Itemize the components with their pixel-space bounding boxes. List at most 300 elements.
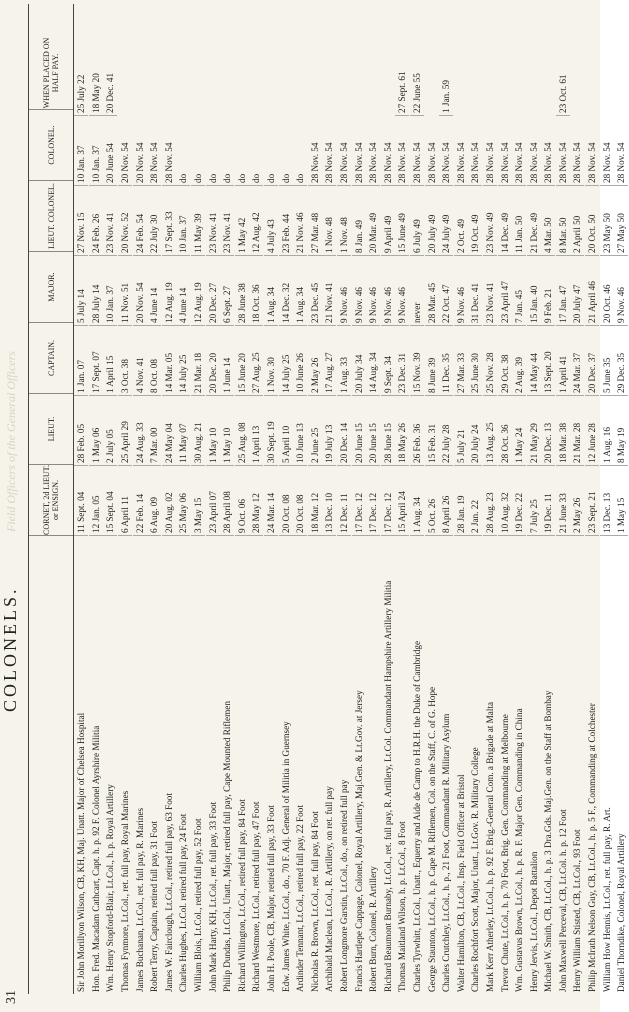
lieut-cell: 1 May 06	[89, 396, 103, 466]
lieut-cell: 20 Dec. 14	[337, 396, 351, 466]
table-row	[439, 4, 454, 994]
captain-cell: 2 Aug. 39	[512, 326, 526, 396]
ltcol-cell: 24 Feb. 26	[89, 186, 103, 256]
page-title: COLONELS.	[0, 586, 20, 712]
captain-cell: 1 June 14	[220, 326, 234, 396]
captain-cell: 27 Aug. 25	[249, 326, 263, 396]
cornet-cell: 28 April 08	[220, 466, 234, 536]
lieut-cell: 10 June 13	[293, 396, 307, 466]
table-row	[89, 4, 104, 994]
cornet-cell: 18 Mar. 12	[308, 466, 322, 536]
name-cell: Robert Burn, Colonel, R. Artillery	[368, 866, 379, 992]
major-cell: 22 Oct. 47	[439, 256, 453, 326]
ltcol-cell: 4 July 43	[264, 186, 278, 256]
ltcol-cell: 20 July 49	[425, 186, 439, 256]
table-row	[526, 4, 541, 994]
ltcol-cell: 23 Nov. 41	[103, 186, 117, 256]
colonel-cell: 28 Nov. 54	[527, 116, 541, 186]
header-lieut: LIEUT.	[29, 394, 73, 465]
cornet-cell: 2 May 26	[570, 466, 584, 536]
major-cell: 6 Sept. 27	[220, 256, 234, 326]
ltcol-cell: 8 Mar. 50	[556, 186, 570, 256]
table-row	[468, 4, 483, 994]
cornet-cell: 13 Dec. 10	[322, 466, 336, 536]
ltcol-cell: 1 May 42	[235, 186, 249, 256]
colonel-cell: do	[206, 116, 220, 186]
name-cell: Francis Hartlepe Cappage, Colonel, Royal Artillery, Maj.Gen. & Lt.Gov. at Jersey	[353, 690, 364, 992]
cornet-cell: 19 Dec. 11	[541, 466, 555, 536]
colonel-cell: 28 Nov. 54	[395, 116, 409, 186]
ltcol-cell: 23 Nov. 41	[220, 186, 234, 256]
ltcol-cell: 1 Nov. 48	[337, 186, 351, 256]
table-row	[424, 4, 439, 994]
colonel-cell: do	[191, 116, 205, 186]
lieut-cell: 28 Oct. 36	[498, 396, 512, 466]
ltcol-cell: 6 July 49	[410, 186, 424, 256]
colonel-cell: do	[176, 116, 190, 186]
lieut-cell: 22 July 28	[439, 396, 453, 466]
lieut-cell: 13 Aug. 25	[483, 396, 497, 466]
colonel-cell: 28 Nov. 54	[498, 116, 512, 186]
colonel-cell: do	[264, 116, 278, 186]
name-cell: Archibald Maclean, Lt.Col., R. Artillery, on ret. full pay	[324, 786, 335, 992]
lieut-cell: 1 May 10	[220, 396, 234, 466]
captain-cell: 23 Dec. 31	[395, 326, 409, 396]
captain-cell: 25 Nov. 28	[483, 326, 497, 396]
table-row	[512, 4, 527, 994]
lieut-cell: 24 May 04	[162, 396, 176, 466]
major-cell: 5 July 14	[74, 256, 88, 326]
table-row	[308, 4, 323, 994]
captain-cell: 24 Mar. 37	[570, 326, 584, 396]
lieut-cell: 20 June 15	[366, 396, 380, 466]
colonel-cell: 28 Nov. 54	[162, 116, 176, 186]
captain-cell: 29 Dec. 35	[614, 326, 628, 396]
colonel-cell: 28 Nov. 54	[570, 116, 584, 186]
major-cell: 20 July 47	[570, 256, 584, 326]
major-cell: 12 Aug. 19	[162, 256, 176, 326]
name-cell: Sir John Morillyon Wilson, CB, KH, Maj. Unatt. Major of Chelsea Hospital	[76, 712, 87, 992]
page-number: 31	[4, 990, 19, 1004]
major-cell: 9 Nov. 46	[381, 256, 395, 326]
table-row	[351, 4, 366, 994]
major-cell: 21 April 46	[585, 256, 599, 326]
ltcol-cell: 2 April 50	[570, 186, 584, 256]
table-row	[599, 4, 614, 994]
captain-cell: 13 Sept. 20	[541, 326, 555, 396]
cornet-cell: 28 May 12	[249, 466, 263, 536]
name-cell: Charles Rochfort Scott, Major, Unatt., Lt.Gov. R. Military College	[470, 747, 481, 992]
lieut-cell: 20 Dec. 13	[541, 396, 555, 466]
captain-cell: 9 Sept. 34	[381, 326, 395, 396]
table-row	[176, 4, 191, 994]
lieut-cell: 2 July 05	[103, 396, 117, 466]
ltcol-cell: 23 May 50	[600, 186, 614, 256]
major-cell: 28 June 38	[235, 256, 249, 326]
lieut-cell: 21 Mar. 28	[570, 396, 584, 466]
lieut-cell: 28 June 15	[381, 396, 395, 466]
colonel-cell: 28 Nov. 54	[147, 116, 161, 186]
lieut-cell: 30 Aug. 21	[191, 396, 205, 466]
table-row	[541, 4, 556, 994]
cornet-cell: 17 Dec. 12	[366, 466, 380, 536]
captain-cell: 15 Nov. 39	[410, 326, 424, 396]
table-row	[497, 4, 512, 994]
captain-cell: 21 Mar. 18	[191, 326, 205, 396]
ltcol-cell: 21 Dec. 49	[527, 186, 541, 256]
table-row	[585, 4, 600, 994]
table-row	[147, 4, 162, 994]
ltcol-cell: 20 Mar. 49	[366, 186, 380, 256]
major-cell: 9 Nov. 46	[395, 256, 409, 326]
halfpay-cell: 1 Jan. 59	[439, 44, 453, 116]
ltcol-cell: 23 Feb. 44	[279, 186, 293, 256]
name-cell: Trevor Chute, Lt.Col., h. p. 70 Foot, Brig. Gen. Commanding at Melbourne	[499, 714, 510, 992]
captain-cell: 14 Mar. 05	[162, 326, 176, 396]
table-row	[103, 4, 118, 994]
table-row	[191, 4, 206, 994]
table-row	[220, 4, 235, 994]
ltcol-cell: 24 Feb. 54	[133, 186, 147, 256]
major-cell: 12 Aug. 19	[191, 256, 205, 326]
cornet-cell: 19 Dec. 22	[512, 466, 526, 536]
lieut-cell: 5 April 10	[279, 396, 293, 466]
cornet-cell: 20 Oct. 08	[293, 466, 307, 536]
name-cell: Richard Westmore, Lt.Col., retired full pay, 47 Foot	[251, 801, 262, 992]
colonel-cell: do	[220, 116, 234, 186]
table-row	[366, 4, 381, 994]
captain-cell: 17 Aug. 27	[322, 326, 336, 396]
table-row	[453, 4, 468, 994]
major-cell: 31 Dec. 41	[468, 256, 482, 326]
cornet-cell: 9 Oct. 06	[235, 466, 249, 536]
cornet-cell: 12 Dec. 11	[337, 466, 351, 536]
colonel-cell: 28 Nov. 54	[614, 116, 628, 186]
header-colonel: COLONEL.	[29, 110, 73, 181]
table-body	[74, 4, 629, 994]
major-cell: 1 Aug. 34	[264, 256, 278, 326]
name-cell: Philip McIrath Nelson Guy, CB, Lt.Col., h. p. 5 F., Commanding at Colchester	[587, 703, 598, 992]
major-cell: 7 Jan. 45	[512, 256, 526, 326]
cornet-cell: 17 Dec. 12	[381, 466, 395, 536]
name-cell: Richard Beaumont Burnaby, Lt.Col., ret. full pay, R. Artillery, Lt.Col. Commandant Hampshire Artillery Militia	[382, 580, 393, 992]
name-cell: Edw. James White, Lt.Col., do., 70 F. Adj. General of Militia in Guernsey	[280, 721, 291, 992]
major-cell: 4 June 14	[147, 256, 161, 326]
name-cell: William How Hennis, Lt.Col., ret. full pay, R. Art.	[601, 807, 612, 992]
ltcol-cell: 23 Nov. 49	[483, 186, 497, 256]
table-row	[278, 4, 293, 994]
cornet-cell: 7 July 25	[527, 466, 541, 536]
name-cell: Thomas Maitland Wilson, h. p. Lt.Col., 8 Foot	[397, 821, 408, 992]
name-cell: Charles Hughes, Lt.Col. retired full pay, 24 Foot	[178, 813, 189, 992]
major-cell: 23 April 47	[498, 256, 512, 326]
name-cell: William Blois, Lt.Col., retired full pay, 52 Foot	[193, 818, 204, 992]
cornet-cell: 15 April 24	[395, 466, 409, 536]
lieut-cell: 26 Feb. 36	[410, 396, 424, 466]
lieut-cell: 21 May 29	[527, 396, 541, 466]
captain-cell: 17 Sept. 07	[89, 326, 103, 396]
captain-cell: 20 Dec. 20	[206, 326, 220, 396]
colonel-cell: 28 Nov. 54	[600, 116, 614, 186]
cornet-cell: 23 Sept. 21	[585, 466, 599, 536]
ltcol-cell: 11 Jan. 50	[512, 186, 526, 256]
name-cell: Henry William Stisted, CB, Lt.Col., 93 Foot	[572, 829, 583, 992]
major-cell: 28 Mar. 45	[425, 256, 439, 326]
major-cell: 23 Dec. 45	[308, 256, 322, 326]
table-row	[556, 4, 571, 994]
captain-cell: 25 June 30	[468, 326, 482, 396]
ltcol-cell: 27 Nov. 15	[74, 186, 88, 256]
name-cell: Walter Hamilton, CB, Lt.Col., Insp. Field Officer at Bristol	[455, 774, 466, 992]
cornet-cell: 1 Aug. 34	[410, 466, 424, 536]
name-cell: John Maxwell Perceval, CB, Lt.Col. h. p. 12 Foot	[557, 809, 568, 992]
major-cell: 14 Dec. 32	[279, 256, 293, 326]
cornet-cell: 20 Oct. 08	[279, 466, 293, 536]
ltcol-cell: 22 July 30	[147, 186, 161, 256]
colonel-cell: 28 Nov. 54	[483, 116, 497, 186]
colonel-cell: 20 June 54	[103, 116, 117, 186]
captain-cell: 1 Aug. 33	[337, 326, 351, 396]
colonel-cell: 28 Nov. 54	[322, 116, 336, 186]
ltcol-cell: 19 Oct. 49	[468, 186, 482, 256]
captain-cell: 14 July 25	[176, 326, 190, 396]
cornet-cell: 8 April 26	[439, 466, 453, 536]
major-cell: 9 Feb. 21	[541, 256, 555, 326]
lieut-cell: 7 Mar. 00	[147, 396, 161, 466]
major-cell: 1 Aug. 34	[293, 256, 307, 326]
lieut-cell: 11 May 07	[176, 396, 190, 466]
header-cornet: CORNET, 2d LIEUT. or ENSIGN.	[29, 465, 73, 536]
cornet-cell: 2 Jan. 22	[468, 466, 482, 536]
major-cell: 23 Nov. 41	[483, 256, 497, 326]
cornet-cell: 25 May 06	[176, 466, 190, 536]
name-cell: James W. Fairclough, Lt.Col., retired full pay, 63 Foot	[163, 793, 174, 992]
cornet-cell: 17 Dec. 12	[352, 466, 366, 536]
captain-cell: 1 April 41	[556, 326, 570, 396]
name-cell: George Staunton, Lt.Col., h. p. Cape M. Riflemen, Col. on the Staff, C. of G. Hope	[426, 686, 437, 992]
major-cell: 11 Nov. 51	[118, 256, 132, 326]
lieut-cell: 1 May 24	[512, 396, 526, 466]
lieut-cell: 20 July 24	[468, 396, 482, 466]
cornet-cell: 1 May 15	[614, 466, 628, 536]
captain-cell: 27 Mar. 33	[454, 326, 468, 396]
name-cell: Wm. Henry Stopford-Blair, Lt.Col., h. p. Royal Artillery	[105, 784, 116, 992]
lieut-cell: 28 Feb. 05	[74, 396, 88, 466]
lieut-cell: 19 July 13	[322, 396, 336, 466]
ltcol-cell: 21 Nov. 46	[293, 186, 307, 256]
lieut-cell: 8 May 19	[614, 396, 628, 466]
cornet-cell: 10 Aug. 32	[498, 466, 512, 536]
ltcol-cell: 10 Jan. 37	[176, 186, 190, 256]
cornet-cell: 15 Sept. 04	[103, 466, 117, 536]
colonel-cell: 28 Nov. 54	[585, 116, 599, 186]
cornet-cell: 6 April 11	[118, 466, 132, 536]
header-name	[29, 536, 73, 994]
captain-cell: 3 Oct. 38	[118, 326, 132, 396]
table-header	[28, 4, 74, 994]
halfpay-cell: 22 June 55	[410, 44, 424, 116]
major-cell: 20 Dec. 27	[206, 256, 220, 326]
colonel-cell: 28 Nov. 54	[512, 116, 526, 186]
cornet-cell: 6 Aug. 09	[147, 466, 161, 536]
colonel-cell: 10 Jan. 37	[89, 116, 103, 186]
captain-cell: 14 July 25	[279, 326, 293, 396]
captain-cell: 2 May 26	[308, 326, 322, 396]
lieut-cell: 2 June 25	[308, 396, 322, 466]
captain-cell: 14 May 44	[527, 326, 541, 396]
colonel-cell: 28 Nov. 54	[410, 116, 424, 186]
lieut-cell: 30 Sept. 19	[264, 396, 278, 466]
major-cell: 4 June 14	[176, 256, 190, 326]
cornet-cell: 28 Jan. 19	[454, 466, 468, 536]
lieut-cell: 5 July 21	[454, 396, 468, 466]
name-cell: Robert Terry, Captain, retired full pay, 31 Foot	[149, 821, 160, 992]
colonel-cell: 28 Nov. 54	[337, 116, 351, 186]
cornet-cell: 24 Mar. 14	[264, 466, 278, 536]
ltcol-cell: 1 Nov. 48	[322, 186, 336, 256]
table-row	[162, 4, 177, 994]
table-row	[74, 4, 89, 994]
major-cell: 28 July 14	[89, 256, 103, 326]
name-cell: Ardinder Tennant, Lt.Col., retired full pay, 22 Foot	[295, 805, 306, 992]
name-cell: Daniel Thorndike, Colonel, Royal Artillery	[616, 833, 627, 992]
header-ltcol: LIEUT. COLONEL.	[29, 181, 73, 252]
cornet-cell: 13 Dec. 13	[600, 466, 614, 536]
halfpay-cell: 25 July 22	[74, 44, 88, 116]
lieut-cell: 1 May 10	[206, 396, 220, 466]
colonel-cell: 28 Nov. 54	[308, 116, 322, 186]
major-cell: 20 Nov. 54	[133, 256, 147, 326]
name-cell: James Buchanan, Lt.Col., ret. full pay, R. Marines	[134, 807, 145, 992]
colonel-cell: 28 Nov. 54	[381, 116, 395, 186]
table-row	[249, 4, 264, 994]
major-cell: 15 Jan. 40	[527, 256, 541, 326]
captain-cell: 10 June 26	[293, 326, 307, 396]
cornet-cell: 28 Aug. 23	[483, 466, 497, 536]
table-row	[293, 4, 308, 994]
name-cell: Philip Dundas, Lt.Col., Unatt., Major, retired full pay, Cape Mounted Riflemen	[222, 701, 233, 992]
colonel-cell: do	[235, 116, 249, 186]
major-cell: 9 Nov. 46	[366, 256, 380, 326]
colonel-cell: do	[293, 116, 307, 186]
captain-cell: 20 July 34	[352, 326, 366, 396]
table-row	[337, 4, 352, 994]
cornet-cell: 12 Jan. 05	[89, 466, 103, 536]
captain-cell: 20 Dec. 37	[585, 326, 599, 396]
captain-cell: 14 Aug. 34	[366, 326, 380, 396]
major-cell: 18 Oct. 36	[249, 256, 263, 326]
lieut-cell: 20 June 15	[352, 396, 366, 466]
table-row	[118, 4, 133, 994]
name-cell: Wm. Gustavus Brown, Lt.Col., h. p. R. F. Major Gen. Commanding in China	[514, 708, 525, 992]
colonel-cell: 28 Nov. 54	[541, 116, 555, 186]
lieut-cell: 25 Aug. 08	[235, 396, 249, 466]
cornet-cell: 20 Aug. 02	[162, 466, 176, 536]
lieut-cell: 1 Aug. 16	[600, 396, 614, 466]
major-cell: 9 Nov. 46	[614, 256, 628, 326]
cornet-cell: 22 Feb. 14	[133, 466, 147, 536]
colonel-cell: 10 Jan. 37	[74, 116, 88, 186]
name-cell: John H. Poole, CB, Major, retired full pay, 33 Foot	[266, 805, 277, 992]
captain-cell: 8 June 39	[425, 326, 439, 396]
header-major: MAJOR.	[29, 252, 73, 323]
table-row	[395, 4, 410, 994]
colonel-cell: 28 Nov. 54	[352, 116, 366, 186]
ltcol-cell: 2 Oct. 49	[454, 186, 468, 256]
halfpay-cell: 27 Sept. 61	[395, 44, 409, 116]
table-row	[264, 4, 279, 994]
table-row	[322, 4, 337, 994]
name-cell: Thomas Fynmore, Lt.Col., ret. full pay, Royal Marines	[120, 790, 131, 992]
ltcol-cell: 8 Jan. 49	[352, 186, 366, 256]
colonel-cell: do	[279, 116, 293, 186]
captain-cell: 1 Nov. 30	[264, 326, 278, 396]
lieut-cell: 18 Mar. 38	[556, 396, 570, 466]
table-row	[483, 4, 498, 994]
ltcol-cell: 15 June 49	[395, 186, 409, 256]
table-row	[570, 4, 585, 994]
captain-cell: 8 Oct. 08	[147, 326, 161, 396]
colonel-cell: 28 Nov. 54	[439, 116, 453, 186]
halfpay-cell: 18 May 20	[89, 44, 103, 116]
major-cell: 20 Oct. 46	[600, 256, 614, 326]
colonel-cell: 20 Nov. 54	[133, 116, 147, 186]
captain-cell: 4 Nov. 41	[133, 326, 147, 396]
major-cell: 9 Nov. 46	[352, 256, 366, 326]
name-cell: Michael W. Smith, CB, Lt.Col., h. p. 3 Dra.Gds. Maj.Gen. on the Staff at Bombay	[543, 690, 554, 992]
major-cell: 9 Nov. 46	[454, 256, 468, 326]
colonel-cell: 20 Nov. 54	[118, 116, 132, 186]
bleed-through-text: Field Officers of the General Officers	[4, 351, 18, 532]
captain-cell: 15 June 20	[235, 326, 249, 396]
major-cell: 17 Jan. 47	[556, 256, 570, 326]
cornet-cell: 5 Oct. 26	[425, 466, 439, 536]
major-cell: 9 Nov. 46	[337, 256, 351, 326]
name-cell: Robert Longmore Garstin, Lt.Col., do., on retired full pay	[338, 779, 349, 992]
halfpay-cell: 23 Oct. 61	[556, 44, 570, 116]
major-cell: 10 Jan. 37	[103, 256, 117, 326]
ltcol-cell: 27 Mar. 48	[308, 186, 322, 256]
table-row	[410, 4, 425, 994]
ltcol-cell: 23 Nov. 41	[206, 186, 220, 256]
ltcol-cell: 14 Dec. 49	[498, 186, 512, 256]
halfpay-cell: 20 Dec. 41	[103, 44, 117, 116]
lieut-cell: 25 April 29	[118, 396, 132, 466]
table-row	[380, 4, 395, 994]
table-row	[132, 4, 147, 994]
name-cell: Charles Tyrwhitt, Lt.Col., Unatt., Equerry and Aide de Camp to H.R.H. the Duke of Cambridge	[411, 640, 422, 992]
name-cell: Richard Willington, Lt.Col., retired full pay, 84 Foot	[236, 799, 247, 992]
cornet-cell: 3 May 15	[191, 466, 205, 536]
table-row	[205, 4, 220, 994]
colonels-table	[28, 4, 629, 994]
lieut-cell: 1 April 13	[249, 396, 263, 466]
ltcol-cell: 17 Sept. 33	[162, 186, 176, 256]
ltcol-cell: 24 July 49	[439, 186, 453, 256]
header-halfpay: WHEN PLACED ON HALF PAY.	[29, 37, 73, 110]
ltcol-cell: 20 Oct. 50	[585, 186, 599, 256]
lieut-cell: 24 Aug. 33	[133, 396, 147, 466]
name-cell: Hon. Fred. Macadam Cathcart, Capt. h. p. 92 F. Colonel Ayrshire Militia	[90, 725, 101, 992]
cornet-cell: 23 April 07	[206, 466, 220, 536]
name-cell: Charles Crutchley, Lt.Col., h. p., 21 Foot, Commandant R. Military Asylum	[441, 713, 452, 992]
colonel-cell: 28 Nov. 54	[425, 116, 439, 186]
colonel-cell: 28 Nov. 54	[556, 116, 570, 186]
ltcol-cell: 20 Nov. 52	[118, 186, 132, 256]
table-row	[235, 4, 250, 994]
captain-cell: 5 June 35	[600, 326, 614, 396]
colonel-cell: 28 Nov. 54	[454, 116, 468, 186]
